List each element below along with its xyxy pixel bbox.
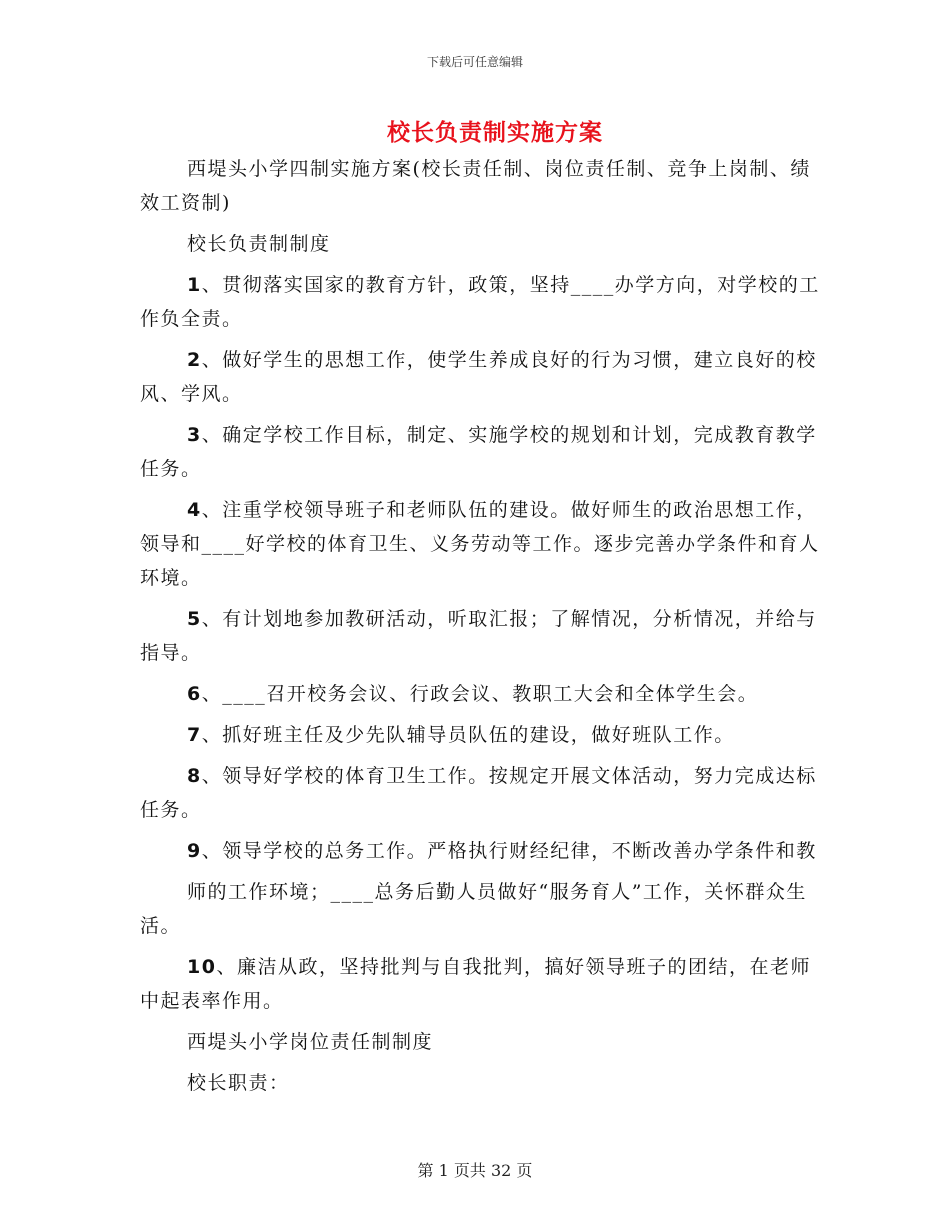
document-body bbox=[140, 152, 830, 1107]
list-item: 5、有计划地参加教研活动，听取汇报；了解情况，分析情况，并给与指导。 bbox=[140, 608, 817, 664]
paragraph-intro: 西堤头小学四制实施方案(校长责任制、岗位责任制、竞争上岗制、绩效工资制) bbox=[140, 158, 811, 214]
subsection-heading: 校长职责： bbox=[187, 1072, 290, 1094]
section-heading: 西堤头小学岗位责任制制度 bbox=[187, 1031, 434, 1053]
list-item-continuation: 师的工作环境；____总务后勤人员做好“服务育人”工作，关怀群众生活。 bbox=[140, 881, 807, 937]
document-title: 校长负责制实施方案 bbox=[387, 119, 603, 146]
list-item: 4、注重学校领导班子和老师队伍的建设。做好师生的政治思想工作，领导和____好学校的体育卫生、义务劳动等工作。逐步完善办学条件和育人环境。 bbox=[140, 499, 820, 589]
list-item: 7、抓好班主任及少先队辅导员队伍的建设，做好班队工作。 bbox=[187, 724, 735, 746]
list-item: 3、确定学校工作目标，制定、实施学校的规划和计划，完成教育教学任务。 bbox=[140, 424, 817, 480]
list-item: 9、领导学校的总务工作。严格执行财经纪律，不断改善办学条件和教 bbox=[187, 840, 817, 862]
list-item: 10、廉洁从政，坚持批判与自我批判，搞好领导班子的团结，在老师中起表率作用。 bbox=[140, 956, 811, 1012]
list-item: 6、____召开校务会议、行政会议、教职工大会和全体学生会。 bbox=[187, 683, 759, 705]
section-heading: 校长负责制制度 bbox=[187, 233, 331, 255]
list-item: 1、贯彻落实国家的教育方针，政策，坚持____办学方向，对学校的工作负全责。 bbox=[140, 274, 820, 330]
list-item: 2、做好学生的思想工作，使学生养成良好的行为习惯，建立良好的校风、学风。 bbox=[140, 349, 817, 405]
page-number: 第 1 页共 32 页 bbox=[417, 1161, 533, 1180]
header-note: 下载后可任意编辑 bbox=[426, 55, 523, 69]
list-item: 8、领导好学校的体育卫生工作。按规定开展文体活动，努力完成达标任务。 bbox=[140, 765, 817, 821]
